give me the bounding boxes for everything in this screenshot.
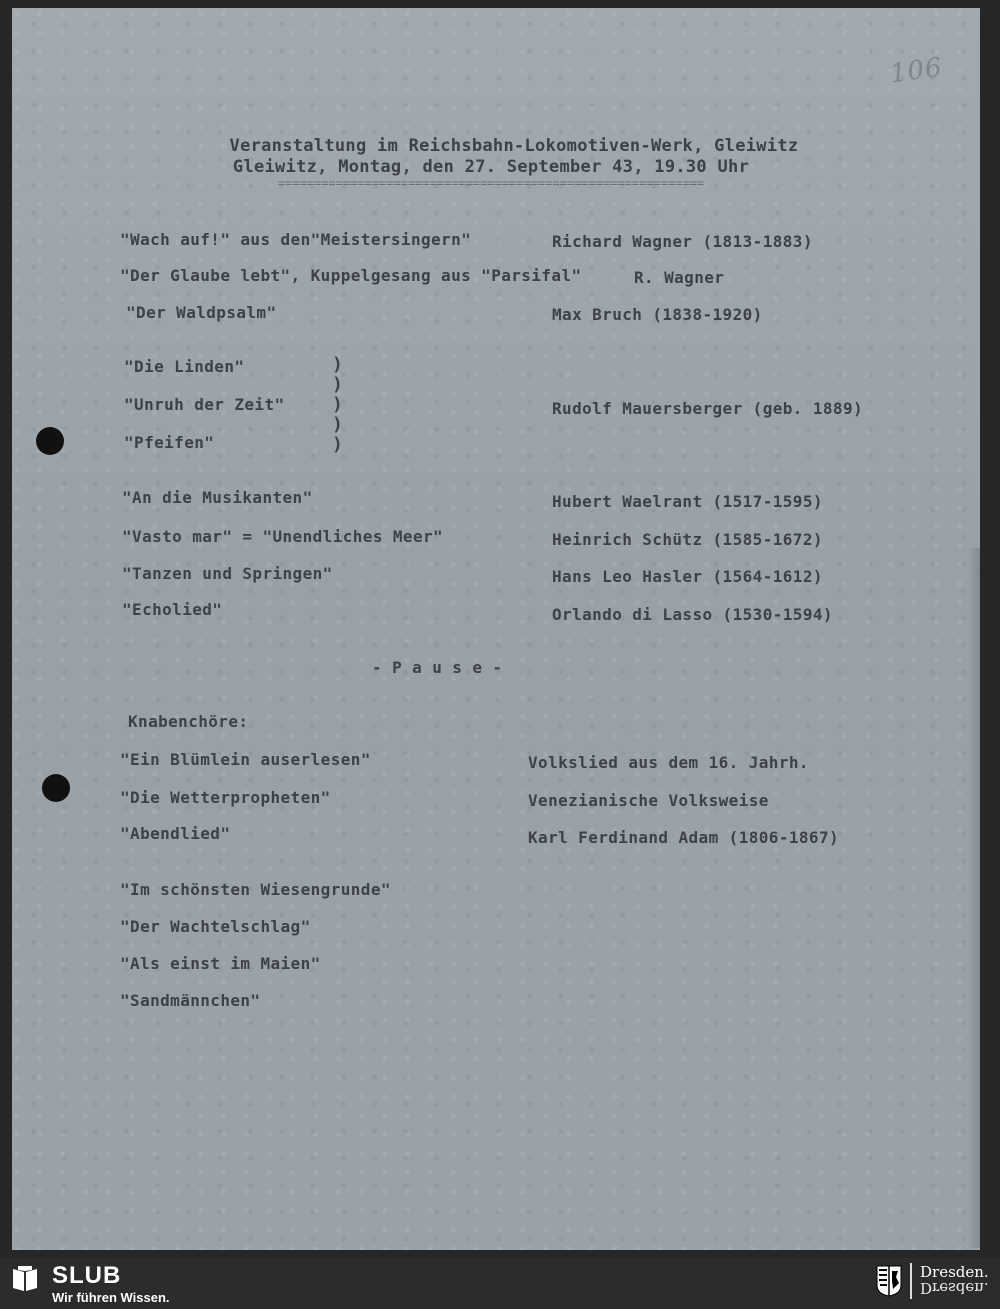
program-composer: Max Bruch (1838-1920) (552, 305, 763, 324)
library-name[interactable]: SLUB (52, 1262, 122, 1289)
dresden-wordmark-reflection: Dresden. (920, 1279, 989, 1297)
program-composer: Venezianische Volksweise (528, 791, 769, 810)
program-work: "Vasto mar" = "Unendliches Meer" (122, 527, 444, 546)
program-work: "Der Wachtelschlag" (120, 917, 311, 936)
program-work: "Als einst im Maien" (120, 954, 321, 973)
bracket-mark: ) (332, 354, 343, 375)
document-page (12, 8, 980, 1250)
program-composer: Hubert Waelrant (1517-1595) (552, 492, 823, 511)
document-title: Veranstaltung im Reichsbahn-Lokomotiven-Werk, Gleiwitz (229, 136, 799, 156)
bracket-mark: ) (332, 414, 343, 435)
divider (910, 1263, 912, 1299)
punch-hole (42, 774, 70, 802)
document-subtitle: Gleiwitz, Montag, den 27. September 43, 19.30 Uhr (232, 157, 750, 177)
punch-hole (36, 427, 64, 455)
section-heading: Knabenchöre: (128, 712, 249, 731)
intermission-label: - P a u s e - (372, 658, 503, 677)
program-work: "Im schönsten Wiesengrunde" (120, 880, 391, 899)
program-work: "Abendlied" (120, 824, 231, 843)
bracket-mark: ) (332, 434, 343, 455)
dresden-logo[interactable] (920, 1265, 989, 1295)
program-work: "Echolied" (122, 600, 223, 619)
program-composer: Heinrich Schütz (1585-1672) (552, 530, 823, 549)
program-composer: Hans Leo Hasler (1564-1612) (552, 567, 823, 586)
program-composer: R. Wagner (634, 268, 725, 287)
bracket-mark: ) (332, 374, 343, 395)
program-composer: Karl Ferdinand Adam (1806-1867) (528, 828, 840, 847)
program-work: "Ein Blümlein auserlesen" (120, 750, 371, 769)
program-work: "Der Glaube lebt", Kuppelgesang aus "Parsifal" (120, 266, 582, 285)
program-work: "Die Linden" (124, 357, 245, 376)
footer-bar (0, 1258, 1000, 1309)
program-work: "Wach auf!" aus den"Meistersingern" (120, 230, 472, 249)
handwritten-page-number: 106 (888, 52, 945, 90)
program-composer: Volkslied aus dem 16. Jahrh. (528, 753, 809, 772)
program-composer: Orlando di Lasso (1530-1594) (552, 605, 833, 624)
program-work: "Die Wetterpropheten" (120, 788, 331, 807)
program-work: "Der Waldpsalm" (126, 303, 277, 322)
program-work: "Tanzen und Springen" (122, 564, 333, 583)
dresden-crest-icon (876, 1265, 902, 1297)
program-work: "Sandmännchen" (120, 991, 261, 1010)
bracket-mark: ) (332, 394, 343, 415)
library-tagline: Wir führen Wissen. (52, 1290, 170, 1305)
slub-book-icon[interactable] (10, 1265, 40, 1293)
program-work: "Pfeifen" (124, 433, 215, 452)
title-underline: =========================================================== (277, 176, 705, 190)
program-composer: Richard Wagner (1813-1883) (552, 232, 813, 251)
dresden-wordmark: Dresden. (920, 1263, 989, 1281)
program-work: "Unruh der Zeit" (124, 395, 285, 414)
program-work: "An die Musikanten" (122, 488, 313, 507)
program-composer: Rudolf Mauersberger (geb. 1889) (552, 399, 864, 418)
